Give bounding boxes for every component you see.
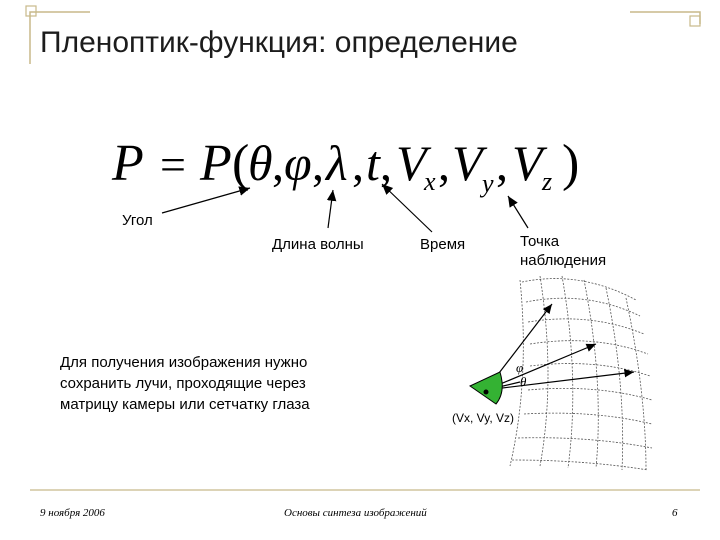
note-line-3: матрицу камеры или сетчатку глаза (60, 396, 310, 413)
viewpoint-dot (484, 390, 489, 395)
formula-lambda: λ (326, 135, 348, 191)
formula-z: z (542, 167, 553, 196)
figure-phi: φ (516, 360, 524, 375)
label-viewpoint-line1: Точка (520, 233, 560, 250)
label-wavelength: Длина волны (272, 236, 364, 253)
formula-vx: V (396, 135, 427, 191)
footer-date: 9 ноября 2006 (40, 507, 105, 519)
svg-text:,: , (496, 138, 508, 191)
label-time: Время (420, 236, 466, 253)
svg-text:(: ( (232, 135, 250, 192)
svg-text:,: , (312, 138, 324, 191)
svg-text:,: , (438, 138, 450, 191)
formula-theta: θ (248, 135, 273, 191)
svg-text:,: , (272, 138, 284, 191)
formula-y: y (482, 169, 494, 198)
formula-vy: V (452, 135, 483, 191)
svg-text:,: , (352, 138, 364, 191)
figure-theta: θ (520, 374, 527, 389)
svg-text:): ) (562, 135, 580, 192)
svg-text:,: , (380, 138, 392, 191)
note-line-1: Для получения изображения нужно (60, 354, 308, 371)
formula-eq: = (160, 139, 186, 190)
formula-lhs: P (112, 135, 144, 192)
page-title: Пленоптик-функция: определение (40, 26, 518, 59)
formula-x: x (424, 167, 436, 196)
formula-vz: V (512, 135, 543, 191)
formula-t: t (366, 135, 380, 191)
footer-page: 6 (672, 507, 678, 519)
note-line-2: сохранить лучи, проходящие через (60, 375, 306, 392)
footer-course: Основы синтеза изображений (284, 507, 427, 519)
viewpoint-cone (470, 372, 502, 404)
label-angle: Угол (122, 212, 153, 229)
figure-point-label: (Vx, Vy, Vz) (452, 411, 515, 425)
formula-fn: P (200, 135, 232, 192)
label-viewpoint-line2: наблюдения (520, 252, 607, 269)
formula-phi: φ (284, 135, 312, 191)
